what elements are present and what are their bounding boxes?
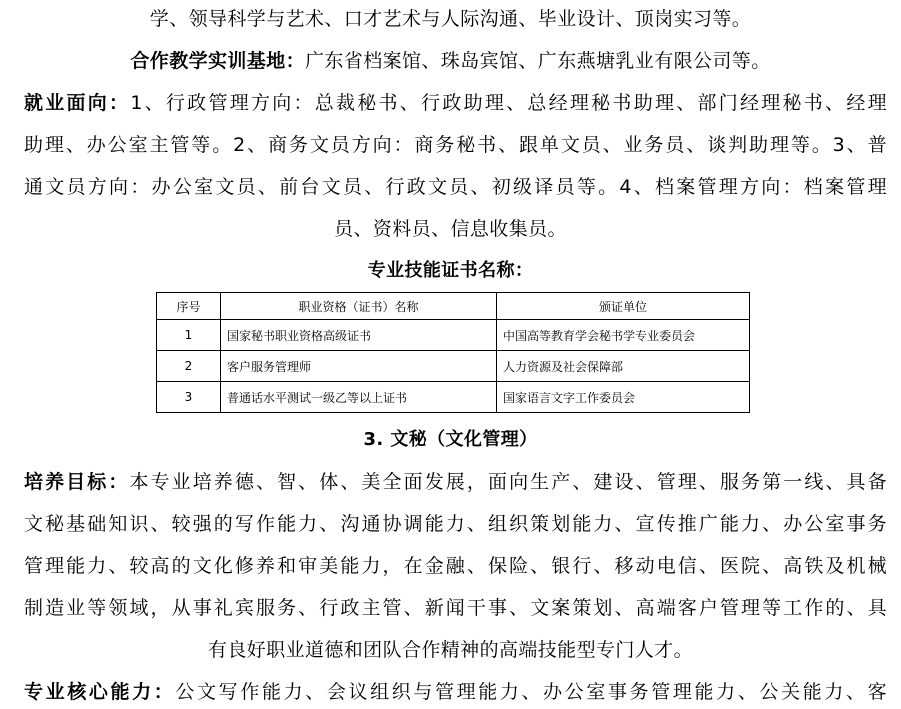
goal-line-3: 管理能力、较高的文化修养和审美能力，在金融、保险、银行、移动电信、医院、高铁及机械: [24, 555, 887, 577]
goal-line-1: [0, 469, 901, 495]
cell-no: 3: [157, 382, 221, 413]
training-base-line: [0, 48, 901, 74]
training-base-label: 合作教学实训基地：: [130, 50, 305, 72]
goal-line-5: 有良好职业道德和团队合作精神的高端技能型专门人才。: [207, 639, 693, 661]
cell-name: 客户服务管理师: [221, 351, 497, 382]
table-row: [157, 351, 750, 382]
core-ability-label: 专业核心能力：: [24, 681, 176, 703]
employment-line-1: [0, 90, 901, 116]
column-header-name: 职业资格（证书）名称: [221, 293, 497, 320]
certificates-table-wrapper: [156, 292, 749, 413]
core-ability-line-1: [0, 679, 901, 705]
table-header-row: [157, 293, 750, 320]
table-row: [157, 320, 750, 351]
table-row: [157, 382, 750, 413]
certificates-heading: 专业技能证书名称：: [367, 260, 534, 281]
cell-no: 2: [157, 351, 221, 382]
core-ability-text-1: 公文写作能力、会议组织与管理能力、办公室事务管理能力、公关能力、客: [175, 681, 887, 703]
section-title: 3. 文秘（文化管理）: [363, 429, 538, 450]
certificates-table: [156, 292, 750, 413]
employment-line-3: 通文员方向：办公室文员、前台文员、行政文员、初级译员等。4、档案管理方向：档案管理: [24, 176, 887, 198]
employment-text-1: 1、行政管理方向：总裁秘书、行政助理、总经理秘书助理、部门经理秘书、经理: [130, 92, 887, 114]
employment-line-2: 助理、办公室主管等。2、商务文员方向：商务秘书、跟单文员、业务员、谈判助理等。3、普: [24, 134, 887, 156]
cell-issuer: 人力资源及社会保障部: [497, 351, 750, 382]
cell-issuer: 中国高等教育学会秘书学专业委员会: [497, 320, 750, 351]
cell-name: 国家秘书职业资格高级证书: [221, 320, 497, 351]
column-header-no: 序号: [157, 293, 221, 320]
cell-no: 1: [157, 320, 221, 351]
goal-line-2: 文秘基础知识、较强的写作能力、沟通协调能力、组织策划能力、宣传推广能力、办公室事务: [24, 513, 887, 535]
column-header-issuer: 颁证单位: [497, 293, 750, 320]
employment-line-4: 员、资料员、信息收集员。: [334, 218, 567, 240]
cell-issuer: 国家语言文字工作委员会: [497, 382, 750, 413]
cell-name: 普通话水平测试一级乙等以上证书: [221, 382, 497, 413]
employment-label: 就业面向：: [24, 92, 131, 114]
goal-label: 培养目标：: [24, 471, 130, 493]
goal-line-4: 制造业等领域，从事礼宾服务、行政主管、新闻干事、文案策划、高端客户管理等工作的、具: [24, 597, 887, 619]
training-base-text: 广东省档案馆、珠岛宾馆、广东燕塘乳业有限公司等。: [305, 50, 771, 72]
course-list-continuation: 学、领导科学与艺术、口才艺术与人际沟通、毕业设计、顶岗实习等。: [149, 8, 752, 30]
goal-text-1: 本专业培养德、智、体、美全面发展，面向生产、建设、管理、服务第一线、具备: [129, 471, 887, 493]
